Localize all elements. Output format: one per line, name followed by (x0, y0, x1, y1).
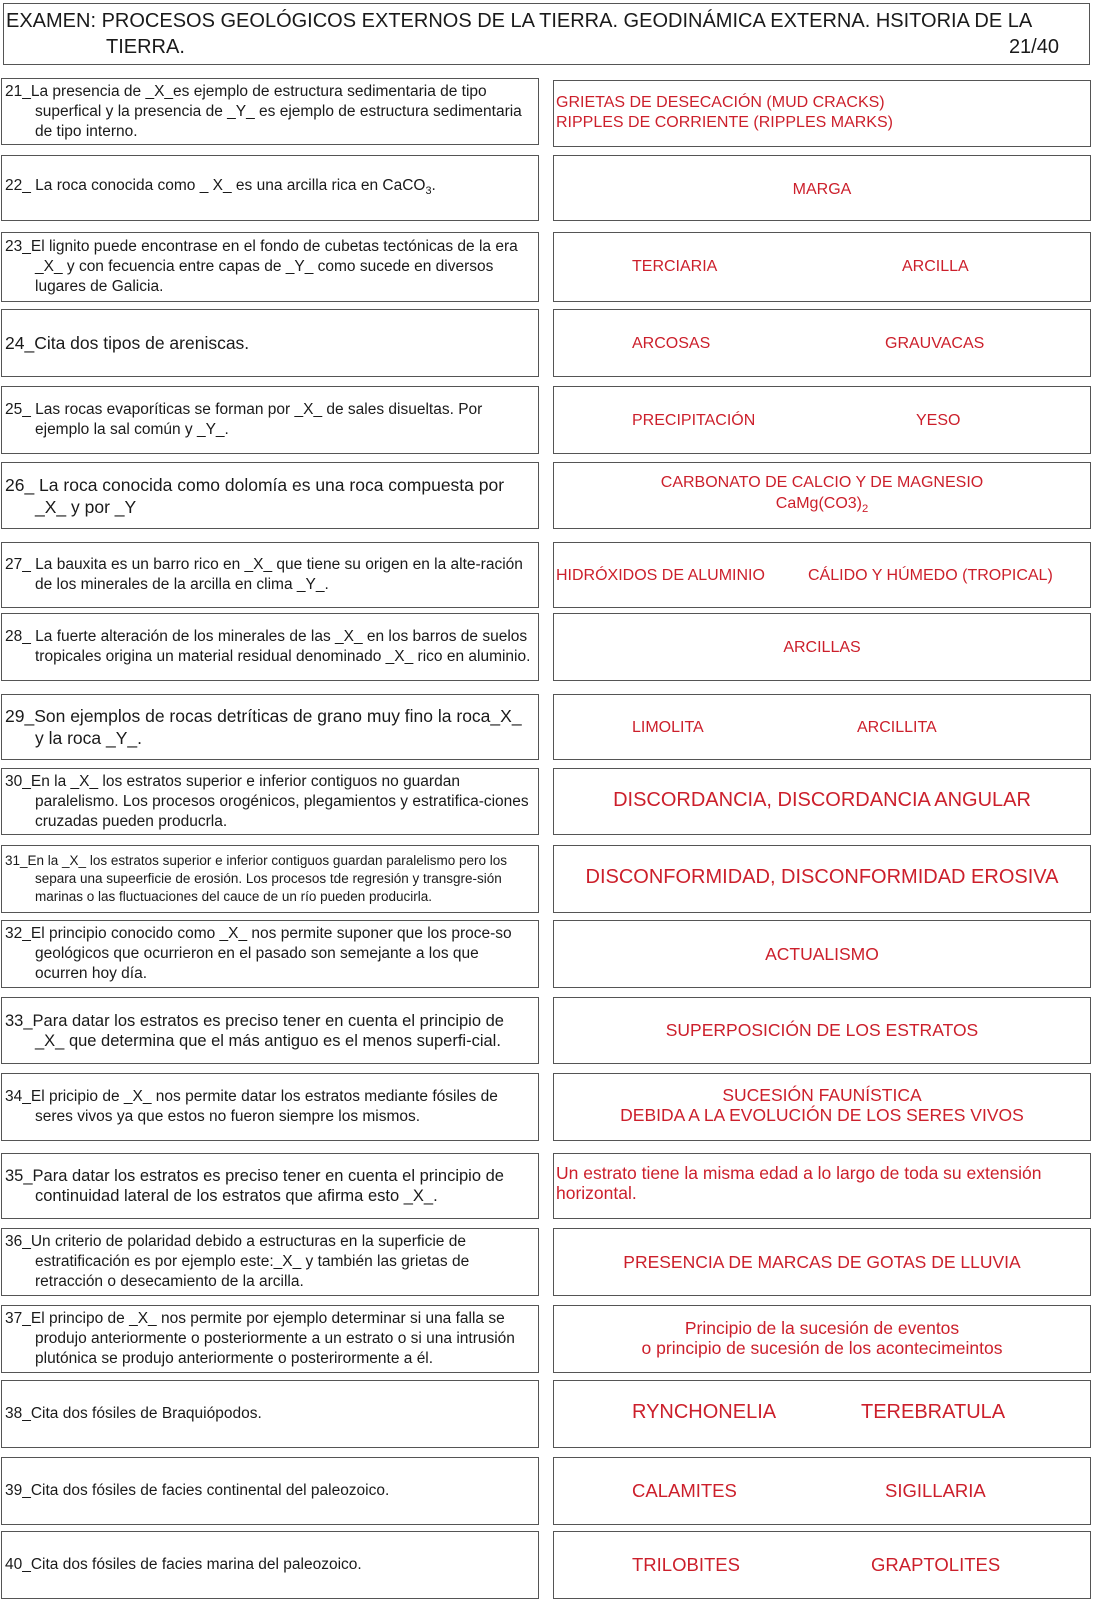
answer-text: RIPPLES DE CORRIENTE (RIPPLES MARKS) (556, 114, 893, 131)
answer-text: ARCOSAS (632, 335, 711, 352)
answer-40 (553, 1531, 1091, 1599)
answer-37 (553, 1305, 1091, 1373)
question-text: 32_El principio conocido como _X_ nos permite suponer que los proce-so geológicos que ocurrieron en el pasado son semejante a los que ocurren hoy día. (5, 925, 512, 982)
answer-text: CARBONATO DE CALCIO Y DE MAGNESIO (660, 474, 984, 491)
answer-39 (553, 1457, 1091, 1525)
answer-30 (553, 768, 1091, 835)
question-text: 29_Son ejemplos de rocas detríticas de grano muy fino la roca_X_ y la roca _Y_. (5, 706, 522, 748)
answer-28 (553, 613, 1091, 681)
answer-text: PRECIPITACIÓN (632, 412, 756, 429)
question-text: 39_Cita dos fósiles de facies continental del paleozoico. (5, 1482, 390, 1499)
question-40 (1, 1531, 539, 1599)
answer-text: DISCORDANCIA, DISCORDANCIA ANGULAR (613, 789, 1031, 811)
question-text: 40_Cita dos fósiles de facies marina del paleozoico. (5, 1556, 362, 1573)
question-36 (1, 1228, 539, 1296)
question-text: 27_ La bauxita es un barro rico en _X_ que tiene su origen en la alte-ración de los minerales de la arcilla en clima _Y_. (5, 556, 523, 593)
answer-text: SUPERPOSICIÓN DE LOS ESTRATOS (665, 1020, 979, 1040)
question-text: 30_En la _X_ los estratos superior e inferior contiguos no guardan paralelismo. Los procesos orogénicos, plegamientos y estratifica-ciones cruzadas pueden producrla. (5, 772, 529, 830)
answer-text: RYNCHONELIA (632, 1401, 777, 1423)
answer-24 (553, 309, 1091, 377)
answer-36 (553, 1228, 1091, 1296)
page-number: 21/40 (1008, 36, 1059, 58)
answer-text: LIMOLITA (632, 719, 704, 736)
question-text: 37_El principo de _X_ nos permite por ejemplo determinar si una falla se produjo anteriormente o posteriormente a un estrato o si una intrusión plutónica se produjo anteriormente o posterirormente a él. (5, 1310, 515, 1367)
subscript: 2 (862, 503, 869, 515)
question-39 (1, 1457, 539, 1525)
answer-text: TERCIARIA (632, 258, 718, 275)
exam-title-line2: TIERRA. (106, 36, 185, 58)
answer-text: YESO (916, 412, 961, 429)
subscript: 3 (425, 184, 432, 197)
question-21 (1, 78, 539, 145)
question-32 (1, 920, 539, 988)
answer-formula: CaMg(CO3) (775, 495, 862, 512)
answer-text: GRAUVACAS (885, 335, 985, 352)
question-text: 38_Cita dos fósiles de Braquiópodos. (5, 1405, 262, 1422)
answer-31 (553, 845, 1091, 913)
question-30 (1, 768, 539, 835)
question-text: 23_El lignito puede encontrase en el fondo de cubetas tectónicas de la era _X_ y con fecuencia entre capas de _Y_ como sucede en diversos lugares de Galicia. (5, 238, 518, 295)
answer-21 (553, 80, 1091, 147)
question-27 (1, 542, 539, 608)
question-25 (1, 386, 539, 454)
question-text: 33_Para datar los estratos es preciso tener en cuenta el principio de _X_ que determina que el más antiguo es el menos superfi-cial. (5, 1011, 504, 1050)
answer-text: ARCILLAS (783, 639, 861, 656)
answer-27 (553, 542, 1091, 608)
answer-text: SUCESIÓN FAUNÍSTICA (722, 1085, 922, 1105)
exam-header (3, 3, 1090, 65)
answer-26 (553, 462, 1091, 529)
answer-text: ARCILLA (902, 258, 969, 275)
answer-25 (553, 386, 1091, 454)
question-33 (1, 997, 539, 1064)
question-37 (1, 1305, 539, 1373)
answer-text: ACTUALISMO (765, 944, 879, 964)
answer-23 (553, 232, 1091, 302)
exam-title-line1: EXAMEN: PROCESOS GEOLÓGICOS EXTERNOS DE LA TIERRA. GEODINÁMICA EXTERNA. HSITORIA DE LA (6, 10, 1033, 32)
question-text: 34_El pricipio de _X_ nos permite datar los estratos mediante fósiles de seres vivos ya que estos no fueron siempre los mismos. (5, 1088, 498, 1125)
question-text: 35_Para datar los estratos es preciso tener en cuenta el principio de continuidad lateral de los estratos que afirma esto _X_. (5, 1167, 504, 1205)
answer-text: SIGILLARIA (885, 1480, 986, 1501)
question-text: 22_ La roca conocida como _ X_ es una arcilla rica en CaCO (5, 176, 426, 194)
answer-29 (553, 694, 1091, 760)
answer-text: CALAMITES (632, 1480, 737, 1501)
question-text-end: . (431, 176, 436, 194)
answer-text: Un estrato tiene la misma edad a lo largo de toda su extensión (556, 1163, 1042, 1183)
question-29 (1, 694, 539, 760)
answer-text: PRESENCIA DE MARCAS DE GOTAS DE LLUVIA (623, 1252, 1021, 1272)
answer-35 (553, 1153, 1091, 1219)
answer-38 (553, 1380, 1091, 1448)
question-text: 25_ Las rocas evaporíticas se forman por _X_ de sales disueltas. Por ejemplo la sal común y _Y_. (5, 401, 483, 438)
answer-text: TEREBRATULA (861, 1401, 1006, 1423)
question-23 (1, 232, 539, 302)
question-31 (1, 845, 539, 913)
answer-text: TRILOBITES (632, 1554, 740, 1575)
question-text: 28_ La fuerte alteración de los minerales de las _X_ en los barros de suelos tropicales origina un material residual denominado _X_ rico en aluminio. (5, 628, 531, 665)
question-text: 26_ La roca conocida como dolomía es una roca compuesta por _X_ y por _Y (5, 474, 505, 517)
question-24 (1, 309, 539, 377)
question-38 (1, 1380, 539, 1448)
question-text: 24_Cita dos tipos de areniscas. (5, 333, 250, 353)
question-22 (1, 155, 539, 221)
answer-text: MARGA (792, 181, 852, 198)
answer-text: DISCONFORMIDAD, DISCONFORMIDAD EROSIVA (585, 866, 1059, 888)
question-35 (1, 1153, 539, 1219)
question-34 (1, 1073, 539, 1141)
answer-text: ARCILLITA (857, 719, 937, 736)
answer-text: DEBIDA A LA EVOLUCIÓN DE LOS SERES VIVOS (620, 1105, 1024, 1125)
answer-text: GRIETAS DE DESECACIÓN (MUD CRACKS) (556, 94, 885, 111)
question-28 (1, 613, 539, 681)
answer-32 (553, 920, 1091, 988)
answer-text: GRAPTOLITES (871, 1554, 1001, 1575)
answer-33 (553, 997, 1091, 1064)
answer-text: CÁLIDO Y HÚMEDO (TROPICAL) (808, 567, 1053, 584)
question-26 (1, 462, 539, 529)
answer-text: horizontal. (556, 1183, 637, 1203)
question-text: 36_Un criterio de polaridad debido a estructuras en la superficie de estratificación es por ejemplo este:_X_ y también las grietas de retracción o desecamiento de la arcilla. (5, 1233, 470, 1290)
answer-34 (553, 1073, 1091, 1141)
answer-22 (553, 155, 1091, 221)
answer-text: Principio de la sucesión de eventos (684, 1318, 960, 1338)
answer-text: o principio de sucesión de los acontecimeintos (641, 1338, 1003, 1358)
answer-text: HIDRÓXIDOS DE ALUMINIO (556, 567, 765, 584)
question-text: 31_En la _X_ los estratos superior e inferior contiguos guardan paralelismo pero los separa una supeerficie de erosión. Los procesos tde regresión y transgre-sión marinas o las fluctuaciones del cauce de un río pueden producirla. (5, 853, 508, 904)
question-text: 21_La presencia de _X_es ejemplo de estructura sedimentaria de tipo superfical y la presencia de _Y_ es ejemplo de estructura sedimentaria de tipo interno. (5, 82, 522, 140)
